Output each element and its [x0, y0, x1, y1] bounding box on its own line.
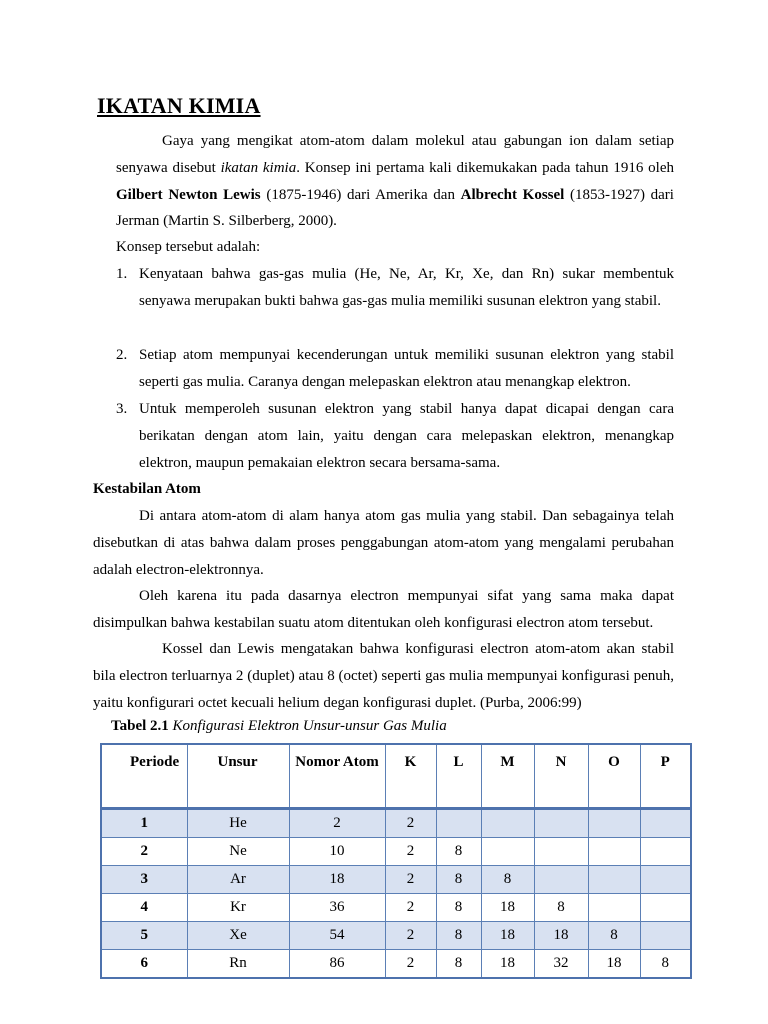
table-cell: 3	[101, 866, 187, 894]
table-cell	[640, 838, 691, 866]
header-cell: Periode	[101, 744, 187, 809]
table-cell: 1	[101, 809, 187, 838]
table-cell: Ar	[187, 866, 289, 894]
header-cell: K	[385, 744, 436, 809]
table-row	[101, 922, 691, 950]
table-cell	[534, 809, 588, 838]
table-cell: 8	[534, 894, 588, 922]
table-caption-label: Tabel 2.1	[111, 718, 169, 734]
table-cell	[588, 809, 640, 838]
list-item: Untuk memperoleh susunan elektron yang stabil hanya dapat dicapai dengan cara berikatan dengan atom lain, yaitu dengan cara melepaskan elektron, menangkap elektron, maupun pemakaian elektron secara bersama-sama.	[139, 401, 674, 471]
table-cell: 18	[481, 922, 534, 950]
header-cell: L	[436, 744, 481, 809]
table-cell: 18	[289, 866, 385, 894]
table-cell: 2	[385, 922, 436, 950]
table-caption-text: Konfigurasi Elektron Unsur-unsur Gas Mulia	[172, 718, 447, 734]
name-kossel: Albrecht Kossel	[460, 186, 565, 203]
table-cell: 2	[101, 838, 187, 866]
table-cell: Ne	[187, 838, 289, 866]
electron-configuration-table	[100, 743, 692, 979]
table-cell: 18	[588, 950, 640, 979]
table-row	[101, 838, 691, 866]
table-cell: 32	[534, 950, 588, 979]
table-cell	[534, 838, 588, 866]
table-cell: 8	[436, 838, 481, 866]
table-row	[101, 950, 691, 979]
table-cell: 18	[534, 922, 588, 950]
table-cell: 18	[481, 950, 534, 979]
table-cell	[588, 894, 640, 922]
table-cell: 2	[385, 950, 436, 979]
list-number: 3.	[116, 401, 128, 417]
table-cell: 8	[436, 922, 481, 950]
table-cell: 6	[101, 950, 187, 979]
concept-intro: Konsep tersebut adalah:	[116, 239, 261, 255]
table-cell: Rn	[187, 950, 289, 979]
name-lewis: Gilbert Newton Lewis	[116, 186, 261, 203]
table-cell	[481, 809, 534, 838]
section-heading: Kestabilan Atom	[93, 481, 201, 497]
header-cell: O	[588, 744, 640, 809]
section-paragraph: Kossel dan Lewis mengatakan bahwa konfigurasi electron atom-atom akan stabil bila electron terluarnya 2 (duplet) atau 8 (octet) seperti gas mulia mempunyai konfigurasi penuh, yaitu konfigurari octet kecuali helium degan konfigurasi duplet. (Purba, 2006:99)	[93, 641, 674, 711]
list-number: 1.	[116, 266, 128, 282]
table-cell: Xe	[187, 922, 289, 950]
table-cell: 2	[385, 838, 436, 866]
section-paragraph: Oleh karena itu pada dasarnya electron mempunyai sifat yang sama maka dapat disimpulkan bahwa kestabilan suatu atom ditentukan oleh konfigurasi electron atom tersebut.	[93, 588, 674, 631]
page-title: IKATAN KIMIA	[97, 93, 261, 118]
table-cell: 8	[481, 866, 534, 894]
header-cell: P	[640, 744, 691, 809]
table-caption	[111, 718, 447, 735]
table-cell	[640, 809, 691, 838]
table-cell	[481, 838, 534, 866]
table-cell: 2	[385, 866, 436, 894]
table-cell: 2	[385, 894, 436, 922]
table-cell: 2	[385, 809, 436, 838]
list-item: Setiap atom mempunyai kecenderungan untuk memiliki susunan elektron yang stabil seperti gas mulia. Caranya dengan melepaskan elektron atau menangkap elektron.	[139, 347, 674, 390]
table-cell	[640, 894, 691, 922]
table-cell: Kr	[187, 894, 289, 922]
table-cell: 8	[436, 950, 481, 979]
table-cell: He	[187, 809, 289, 838]
table-row	[101, 894, 691, 922]
table-cell: 54	[289, 922, 385, 950]
table-cell: 10	[289, 838, 385, 866]
table-row	[101, 809, 691, 838]
table-cell: 18	[481, 894, 534, 922]
section-paragraph: Di antara atom-atom di alam hanya atom gas mulia yang stabil. Dan sebagainya telah disebutkan di atas bahwa dalam proses penggabungan atom-atom yang mengalami perubahan adalah electron-elektronnya.	[93, 508, 674, 578]
table-cell: 8	[436, 866, 481, 894]
intro-paragraph: Gaya yang mengikat atom-atom dalam molekul atau gabungan ion dalam setiap senyawa disebut ikatan kimia. Konsep ini pertama kali dikemukakan pada tahun 1916 oleh Gilbert Newton Lewis (1875-1946) dari Amerika dan Albrecht Kossel (1853-1927) dari Jerman (Martin S. Silberberg, 2000).	[116, 133, 674, 230]
list-item: Kenyataan bahwa gas-gas mulia (He, Ne, Ar, Kr, Xe, dan Rn) sukar membentuk senyawa merupakan bukti bahwa gas-gas mulia memiliki susunan elektron yang stabil.	[139, 266, 674, 309]
table-cell	[588, 866, 640, 894]
table-header-row	[101, 744, 691, 809]
table-cell: 2	[289, 809, 385, 838]
table-cell: 8	[640, 950, 691, 979]
header-cell: Unsur	[187, 744, 289, 809]
table-cell: 5	[101, 922, 187, 950]
table-cell	[436, 809, 481, 838]
list-number: 2.	[116, 347, 128, 363]
table-cell	[588, 838, 640, 866]
table-cell	[534, 866, 588, 894]
header-cell: M	[481, 744, 534, 809]
table-cell: 86	[289, 950, 385, 979]
table-row	[101, 866, 691, 894]
table-cell: 8	[436, 894, 481, 922]
table-cell	[640, 866, 691, 894]
header-cell: N	[534, 744, 588, 809]
table-cell	[640, 922, 691, 950]
header-cell: Nomor Atom	[289, 744, 385, 809]
table-cell: 36	[289, 894, 385, 922]
table-cell: 8	[588, 922, 640, 950]
term-ikatan-kimia: ikatan kimia	[220, 159, 297, 176]
table-cell: 4	[101, 894, 187, 922]
